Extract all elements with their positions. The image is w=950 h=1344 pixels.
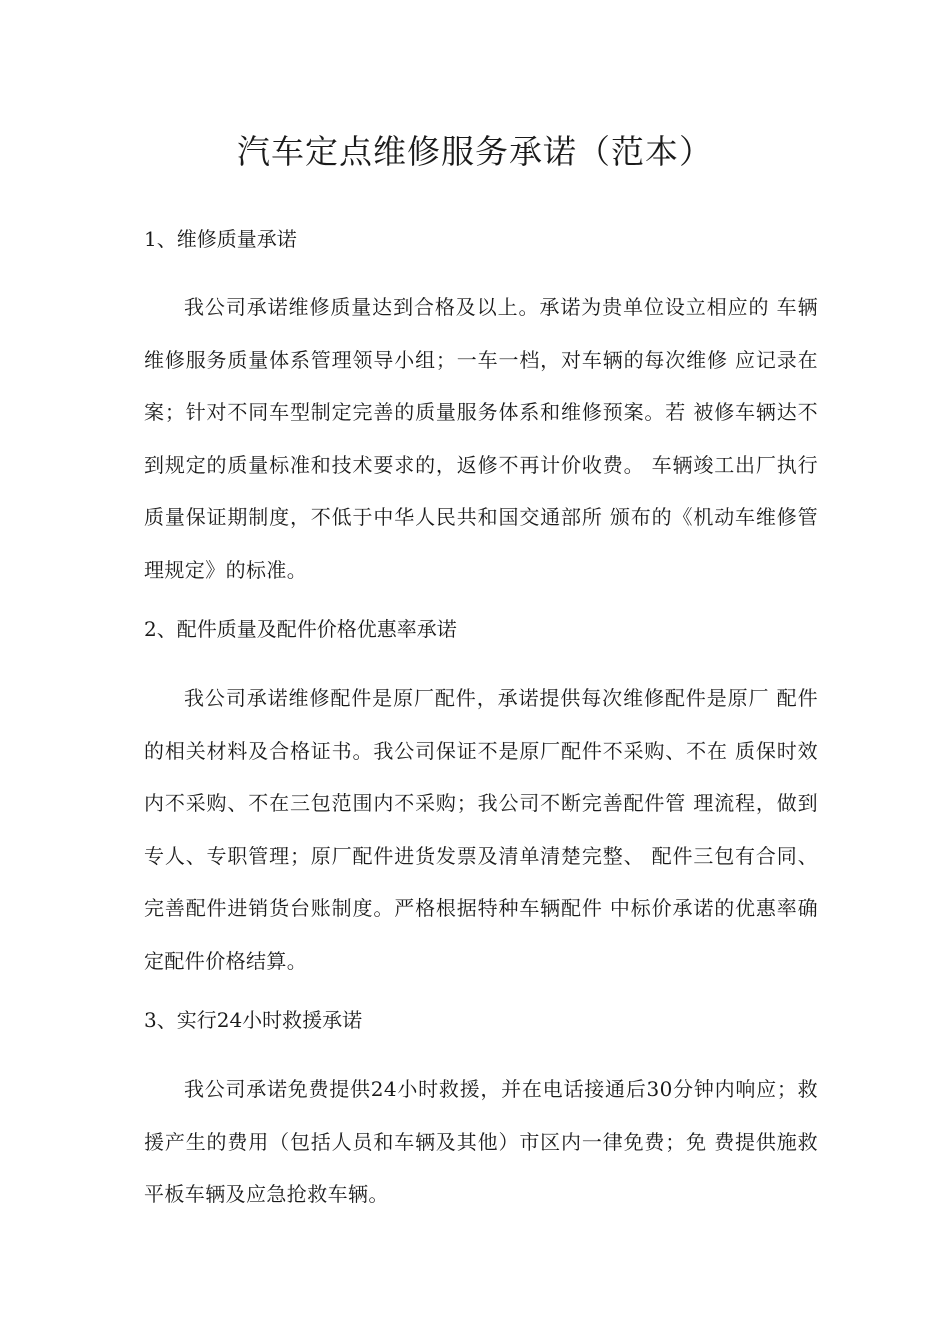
section-body-quality: 我公司承诺维修质量达到合格及以上。承诺为贵单位设立相应的 车辆维修服务质量体系管理领导小组；一车一档，对车辆的每次维修 应记录在案；针对不同车型制定完善的质量服务体系和维修预案。若 被修车辆达不到规定的质量标准和技术要求的，返修不再计价收费。 车辆竣工出厂执行质量保证期制度，不低于中华人民共和国交通部所 颁布的《机动车维修管理规定》的标准。 [144,295,818,582]
page-title: 汽车定点维修服务承诺（范本） [237,132,713,171]
section-heading-parts: 2、配件质量及配件价格优惠率承诺 [144,617,457,641]
section-body-rescue: 我公司承诺免费提供24小时救援，并在电话接通后30分钟内响应；救援产生的费用（包括人员和车辆及其他）市区内一律免费；免 费提供施救平板车辆及应急抢救车辆。 [144,1077,818,1206]
section-heading-quality: 1、维修质量承诺 [144,227,297,251]
section-heading-rescue: 3、实行24小时救援承诺 [144,1008,363,1032]
section-body-parts: 我公司承诺维修配件是原厂配件，承诺提供每次维修配件是原厂 配件的相关材料及合格证书。我公司保证不是原厂配件不采购、不在 质保时效内不采购、不在三包范围内不采购；我公司不断完善配件管 理流程，做到专人、专职管理；原厂配件进货发票及清单清楚完整、 配件三包有合同、完善配件进销货台账制度。严格根据特种车辆配件 中标价承诺的优惠率确定配件价格结算。 [144,686,818,973]
